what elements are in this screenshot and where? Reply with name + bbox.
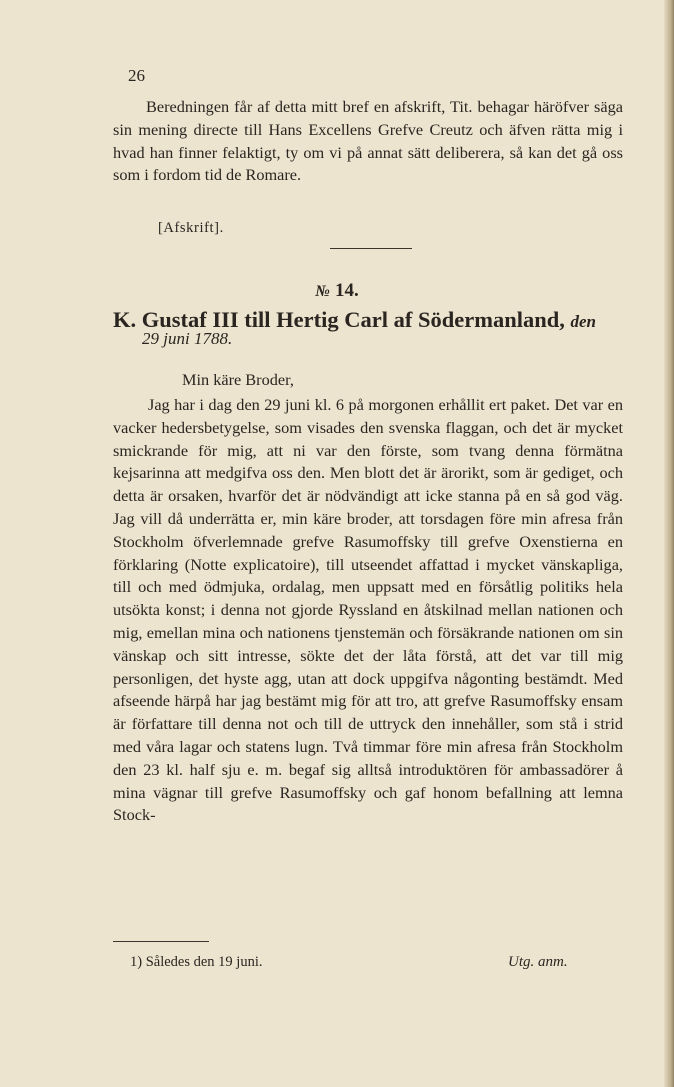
footnote-text: 1) Således den 19 juni. (130, 954, 263, 970)
letter-heading-text: K. Gustaf III till Hertig Carl af Södermanland, (113, 307, 565, 332)
letter-body: Jag har i dag den 29 juni kl. 6 på morgonen erhållit ert paket. Det var en vacker hedersbetygelse, som visades den svenska flaggan, och det är mycket smickrande för mig, att ni var den förste, som tvang denna förmätna kejsarinna att medgifva oss den. Men blott det är ärorikt, som är gediget, och detta är orsaken, hvarför det är nödvändigt att icke stanna på en så god väg. Jag vill då underrätta er, min käre broder, att torsdagen före min afresa från Stockholm öfverlemnade grefve Rasumoffsky till grefve Oxenstierna en förklaring (Notte explicatoire), till utseendet affattad i mycket vänskapliga, till och med ödmjuka, ordalag, men uppsatt med en försåtlig politiks hela utsökta konst; i denna not gjorde Ryssland en åtskilnad mellan nationen och mig, emellan mina och nationens tjenstemän och försäkrande nationen om sin vänskap och sitt intresse, sökte det der låta förstå, att det var till mig personligen, det hyste agg, utan att dock uppgifva någonting bestämdt. Med afseende härpå har jag bestämt mig för att tro, att grefve Rasumoffsky ensam är författare till denna not och till de uttryck den innehåller, som stå i strid med våra lagar och statens lugn. Två timmar före min afresa från Stockholm den 23 kl. half sju e. m. begaf sig alltså introduktören för ambassadörer å mina vägnar till grefve Rasumoffsky och gaf honom befallning att lemna Stock- (113, 395, 623, 825)
letter-heading-den: den (570, 312, 597, 331)
letter-number (0, 280, 674, 302)
page-edge-shadow (664, 0, 674, 1087)
opening-paragraph: Beredningen får af detta mitt bref en afskrift, Tit. behagar häröfver säga sin mening directe till Hans Excellens Grefve Creutz och äfven rätta mig i hvad han finner felaktigt, ty om vi på annat sätt deliberera, så kan det gå oss som i fordom tid de Romare. (113, 97, 623, 185)
number-symbol: № (315, 283, 330, 300)
letter-greeting: Min käre Broder, (182, 370, 294, 389)
footnote-divider (113, 941, 209, 942)
number-value: 14. (334, 280, 359, 301)
afskrift-note: [Afskrift]. (158, 220, 224, 236)
section-divider (330, 248, 412, 249)
footnote-attribution: Utg. anm. (508, 954, 568, 970)
letter-date: 29 juni 1788. (142, 329, 233, 348)
page-number: 26 (128, 66, 145, 85)
